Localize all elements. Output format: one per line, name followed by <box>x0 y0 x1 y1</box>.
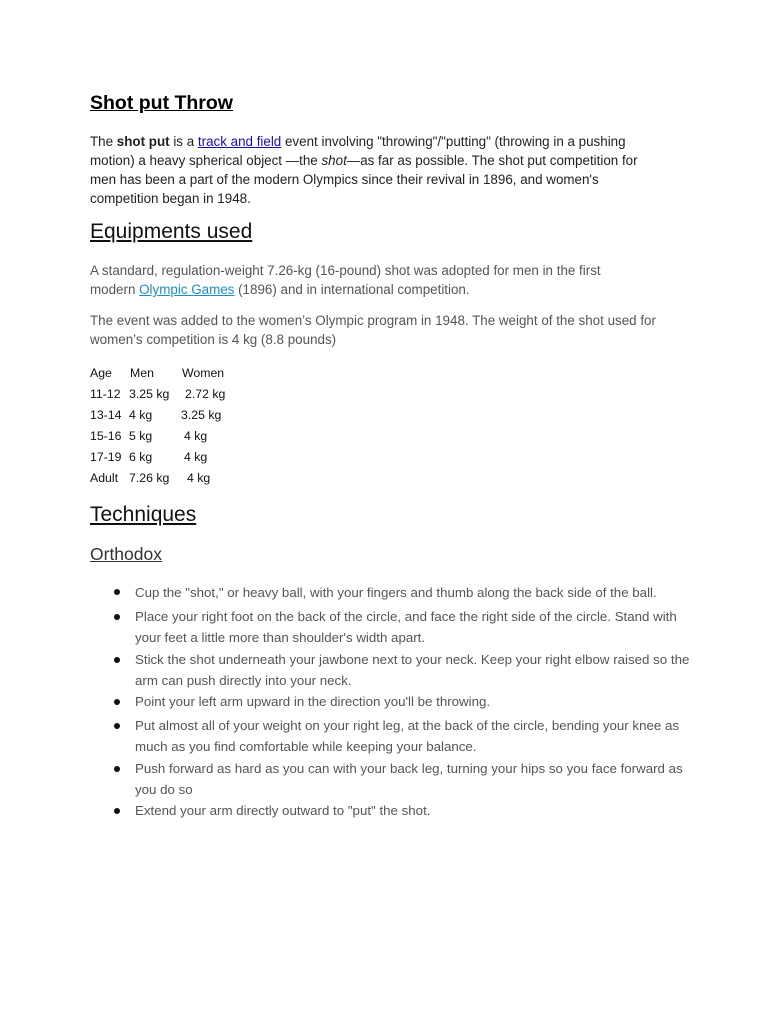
intro-text: motion) a heavy spherical object —the <box>90 153 322 168</box>
table-header-women: Women <box>182 366 225 380</box>
table-cell-women: 4 kg <box>184 450 208 464</box>
equipments-p1-line-1: A standard, regulation-weight 7.26-kg (16-pound) shot was adopted for men in the first <box>90 263 601 278</box>
equipments-text: (1896) and in international competition. <box>234 282 470 297</box>
equipments-p1-line-2 <box>90 280 470 299</box>
bullet-icon <box>114 589 120 595</box>
intro-bold-term: shot put <box>116 134 170 149</box>
list-item: Push forward as hard as you can with your back leg, turning your hips so you face forward as you do so <box>135 761 683 797</box>
intro-line-1 <box>90 132 626 151</box>
list-item: Place your right foot on the back of the circle, and face the right side of the circle. Stand with your feet a little more than shoulder's width apart. <box>135 609 677 645</box>
table-header-age: Age <box>90 366 112 380</box>
orthodox-subheading: Orthodox <box>90 544 162 564</box>
intro-line-4: competition began in 1948. <box>90 191 251 206</box>
equipments-text: modern <box>90 282 140 297</box>
list-item: Cup the "shot," or heavy ball, with your fingers and thumb along the back side of the ball. <box>135 585 657 600</box>
techniques-heading: Techniques <box>90 503 197 526</box>
equipments-p2-line-2: women’s competition is 4 kg (8.8 pounds) <box>90 332 337 347</box>
table-cell-age: 11-12 <box>90 387 121 401</box>
bullet-icon <box>114 766 120 772</box>
table-cell-men: 6 kg <box>129 450 153 464</box>
track-and-field-link[interactable]: track and field <box>197 134 282 149</box>
table-cell-age: 17-19 <box>90 450 122 464</box>
table-cell-age: 13-14 <box>90 408 122 422</box>
list-item: Put almost all of your weight on your right leg, at the back of the circle, bending your knee as much as you find comfortable while keeping your balance. <box>135 718 679 754</box>
intro-italic-term: shot <box>321 153 347 168</box>
bullet-icon <box>114 723 120 729</box>
table-cell-women: 4 kg <box>184 429 208 443</box>
bullet-icon <box>114 808 120 814</box>
list-item: Stick the shot underneath your jawbone next to your neck. Keep your right elbow raised so the arm can push directly into your neck. <box>135 652 690 688</box>
bullet-icon <box>114 614 120 620</box>
table-cell-men: 3.25 kg <box>129 387 170 401</box>
page-title: Shot put Throw <box>90 92 233 114</box>
bullet-icon <box>114 699 120 705</box>
intro-line-3: men has been a part of the modern Olympics since their revival in 1896, and women's <box>90 172 599 187</box>
table-cell-women: 3.25 kg <box>181 408 222 422</box>
intro-text: event involving "throwing"/"putting" (throwing in a pushing <box>281 134 626 149</box>
table-cell-men: 4 kg <box>129 408 153 422</box>
bullet-icon <box>114 657 120 663</box>
olympic-games-link[interactable]: Olympic Games <box>139 282 235 297</box>
intro-line-2 <box>90 151 638 170</box>
table-cell-men: 5 kg <box>129 429 153 443</box>
equipments-p2-line-1: The event was added to the women’s Olympic program in 1948. The weight of the shot used for <box>90 313 656 328</box>
list-item: Point your left arm upward in the direction you'll be throwing. <box>135 694 491 709</box>
table-header-men: Men <box>130 366 154 380</box>
intro-text: The <box>90 134 117 149</box>
table-cell-men: 7.26 kg <box>129 471 170 485</box>
table-cell-age: 15-16 <box>90 429 122 443</box>
list-item: Extend your arm directly outward to "put" the shot. <box>135 803 431 818</box>
table-cell-women: 2.72 kg <box>185 387 226 401</box>
table-cell-age: Adult <box>90 471 119 485</box>
intro-text: is a <box>169 134 198 149</box>
table-cell-women: 4 kg <box>187 471 211 485</box>
intro-text: —as far as possible. The shot put competition for <box>346 153 638 168</box>
equipments-heading: Equipments used <box>90 220 253 243</box>
